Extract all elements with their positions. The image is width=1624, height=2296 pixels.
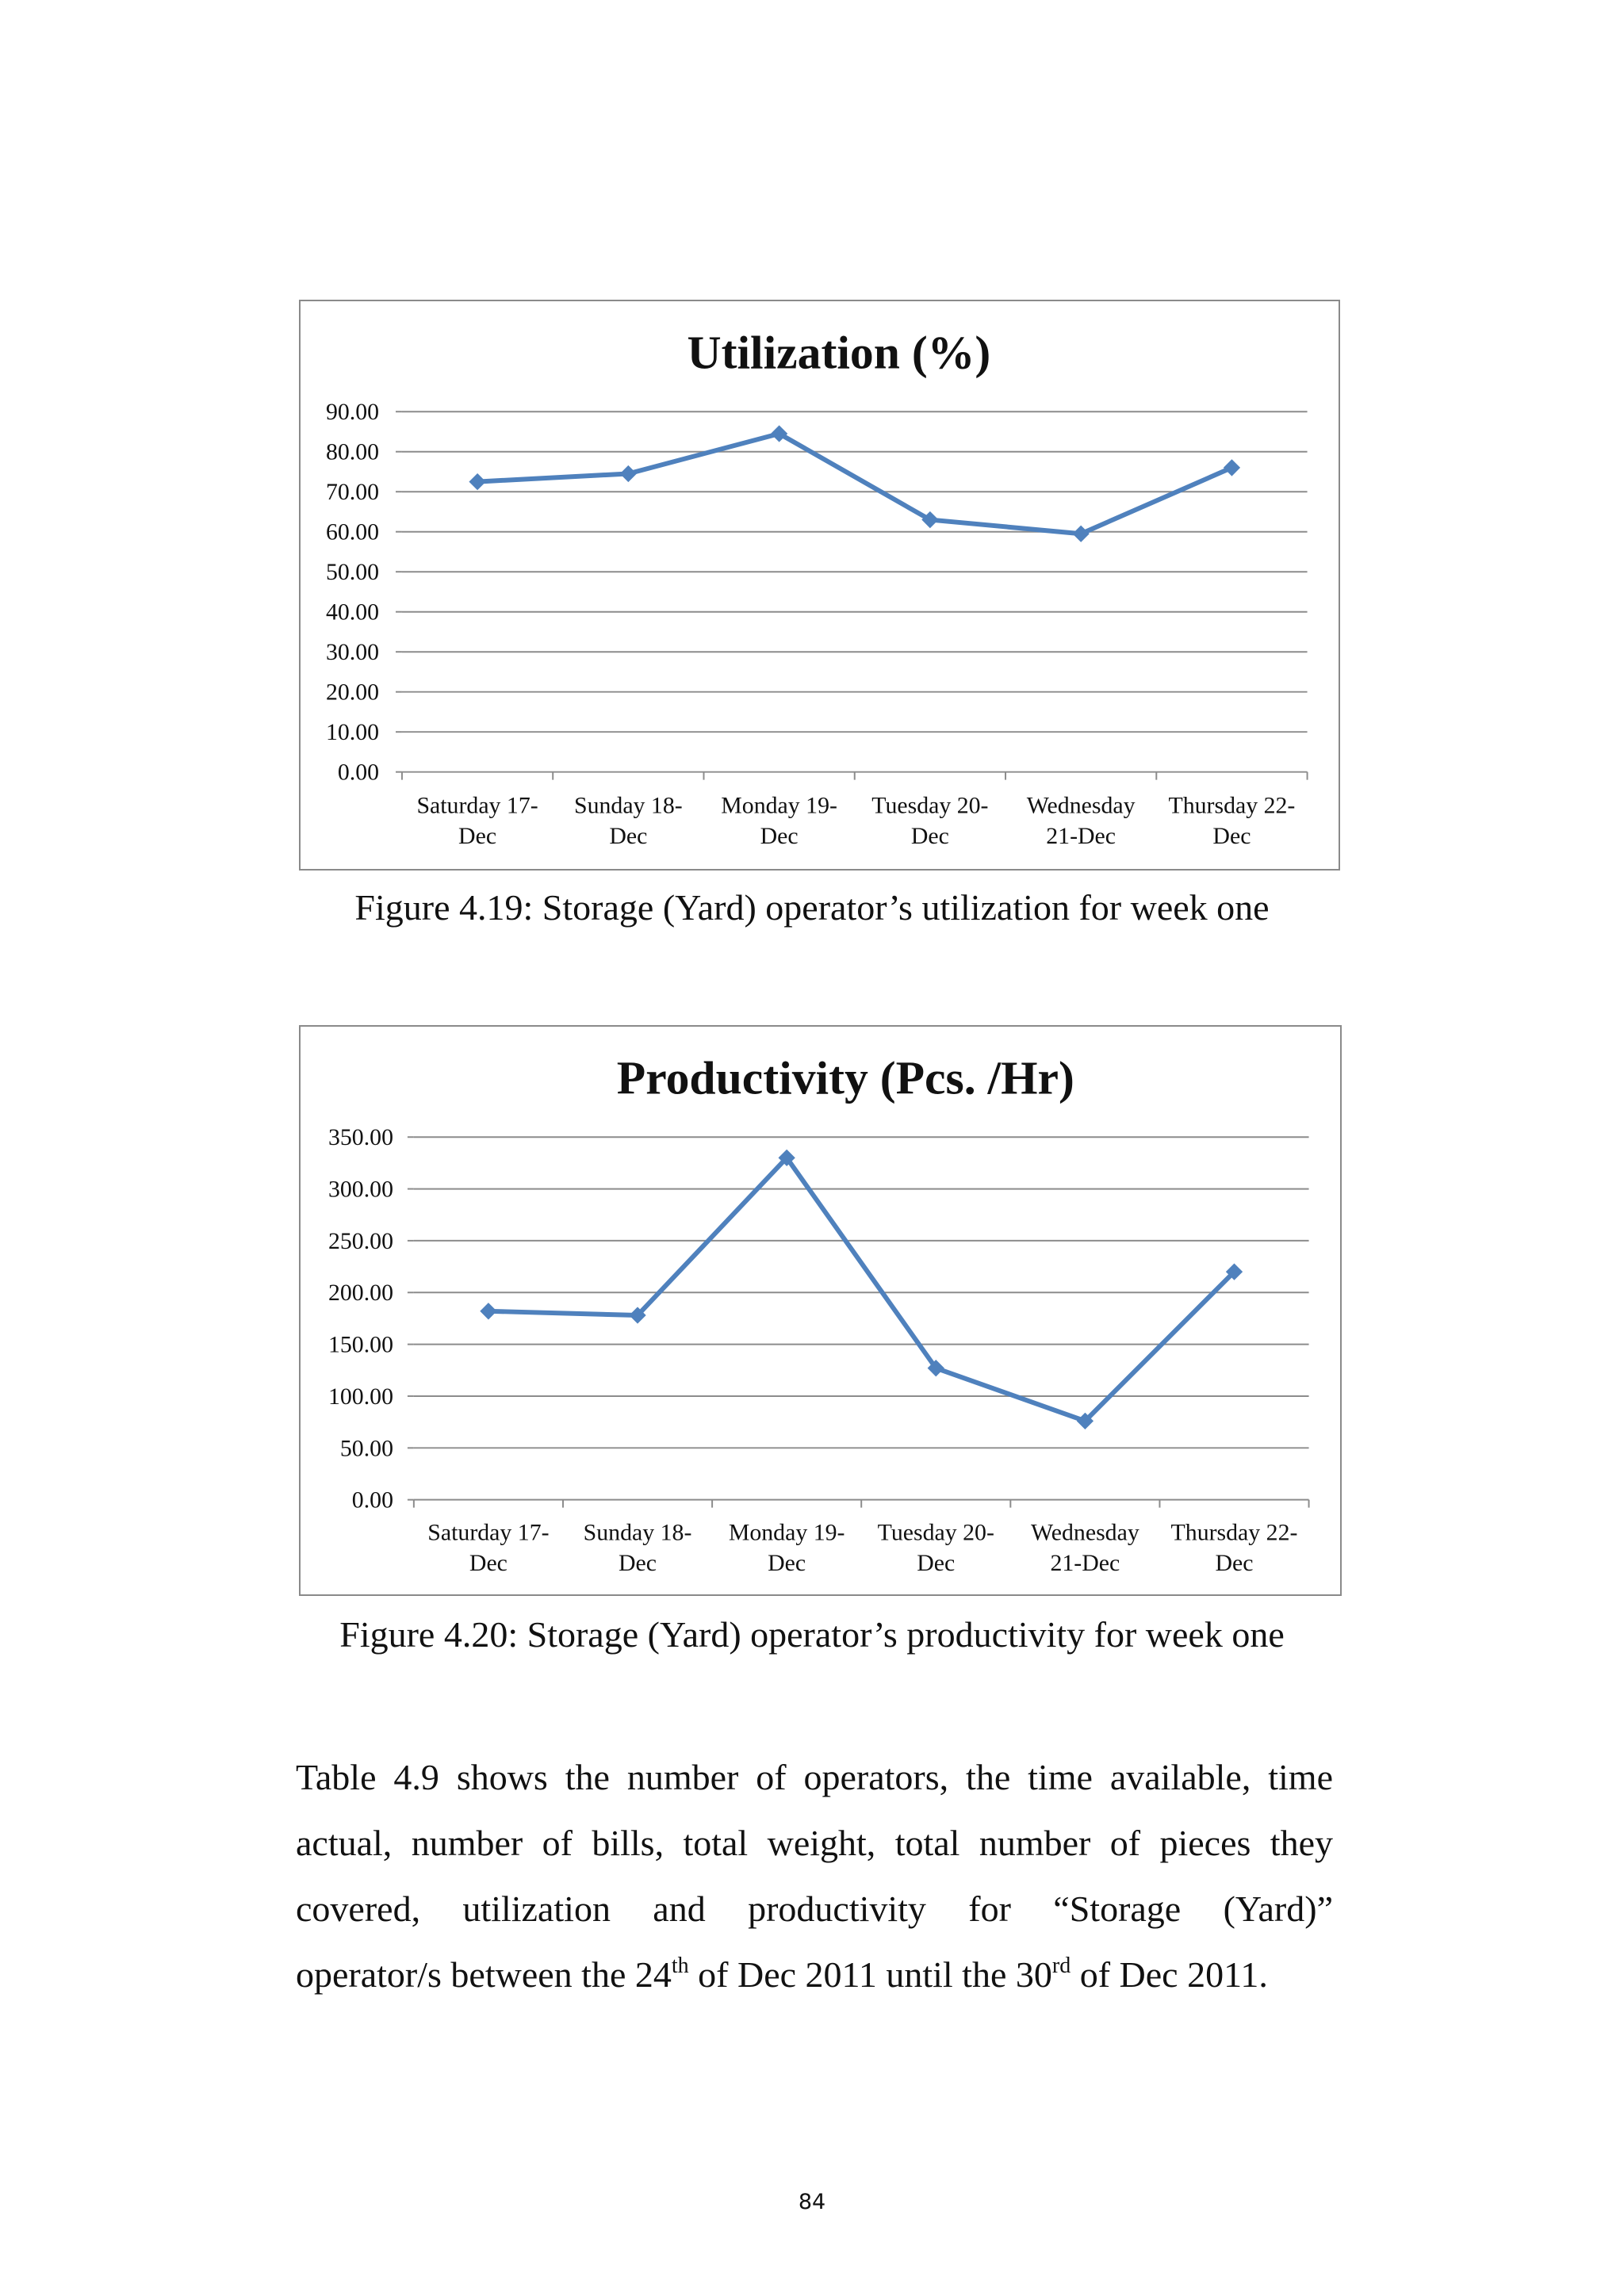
utilization-data-point: [1224, 460, 1239, 476]
utilization-series-line: [477, 434, 1231, 534]
productivity-x-tick-label: Sunday 18-: [583, 1519, 692, 1546]
utilization-x-tick-label: Sunday 18-: [573, 792, 683, 819]
productivity-x-tick-label: Wednesday: [1031, 1519, 1139, 1546]
utilization-x-tick-label: Dec: [910, 823, 949, 850]
productivity-y-tick-label: 300.00: [327, 1176, 394, 1203]
productivity-y-tick-label: 150.00: [327, 1331, 394, 1358]
paragraph-text: operator/s between the 24: [296, 1954, 672, 1995]
utilization-x-tick-label: Dec: [760, 823, 799, 850]
utilization-y-tick-label: 0.00: [337, 759, 380, 786]
utilization-data-point: [1073, 526, 1089, 541]
paragraph-line: covered, utilization and productivity for “Storage (Yard)”: [296, 1888, 1333, 1929]
productivity-y-tick-label: 50.00: [339, 1435, 394, 1462]
utilization-y-tick-label: 60.00: [325, 519, 380, 545]
body-paragraph: [296, 1744, 1333, 2007]
paragraph-text: of Dec 2011 until the 30: [688, 1954, 1052, 1995]
utilization-x-tick-label: 21-Dec: [1046, 823, 1116, 850]
utilization-x-tick-label: Saturday 17-: [416, 792, 538, 819]
paragraph-line: actual, number of bills, total weight, total number of pieces they: [296, 1823, 1333, 1863]
utilization-x-tick-label: Dec: [458, 823, 497, 850]
productivity-data-point: [481, 1303, 496, 1319]
utilization-data-point: [469, 474, 485, 490]
utilization-chart-svg: [301, 301, 1339, 869]
productivity-x-tick-label: Dec: [619, 1550, 657, 1577]
productivity-x-tick-label: Saturday 17-: [427, 1519, 550, 1546]
productivity-series-line: [488, 1158, 1235, 1421]
figure-4-19-caption: Figure 4.19: Storage (Yard) operator’s utilization for week one: [354, 887, 1270, 928]
utilization-y-tick-label: 10.00: [325, 719, 380, 746]
utilization-x-tick-label: Thursday 22-: [1168, 792, 1296, 819]
utilization-y-tick-label: 20.00: [325, 679, 380, 706]
utilization-y-tick-label: 90.00: [325, 399, 380, 426]
paragraph-line-last: [296, 1942, 1333, 2007]
productivity-x-tick-label: Thursday 22-: [1170, 1519, 1298, 1546]
productivity-title: Productivity (Pcs. /Hr): [616, 1051, 1074, 1104]
page-number: 84: [798, 2190, 826, 2214]
utilization-x-tick-label: Dec: [1212, 823, 1251, 850]
utilization-x-tick-label: Tuesday 20-: [871, 792, 989, 819]
productivity-y-tick-label: 350.00: [327, 1124, 394, 1151]
productivity-x-tick-label: Dec: [1215, 1550, 1254, 1577]
utilization-chart: [299, 300, 1340, 871]
productivity-x-tick-label: Tuesday 20-: [877, 1519, 994, 1546]
utilization-title: Utilization (%): [687, 326, 991, 379]
productivity-y-tick-label: 250.00: [327, 1227, 394, 1254]
utilization-y-tick-label: 80.00: [325, 438, 380, 465]
utilization-y-tick-label: 40.00: [325, 599, 380, 626]
utilization-x-tick-label: Dec: [609, 823, 648, 850]
productivity-y-tick-label: 200.00: [327, 1280, 394, 1307]
utilization-data-point: [620, 466, 636, 482]
utilization-y-tick-label: 50.00: [325, 559, 380, 586]
productivity-chart-svg: [301, 1027, 1340, 1594]
paragraph-text: of Dec 2011.: [1071, 1954, 1268, 1995]
productivity-x-tick-label: Monday 19-: [728, 1519, 845, 1546]
utilization-y-tick-label: 30.00: [325, 639, 380, 666]
productivity-x-tick-label: 21-Dec: [1050, 1550, 1120, 1577]
productivity-y-tick-label: 100.00: [327, 1383, 394, 1410]
productivity-x-tick-label: Dec: [768, 1550, 806, 1577]
figure-4-20-caption: Figure 4.20: Storage (Yard) operator’s productivity for week one: [339, 1614, 1285, 1655]
utilization-x-tick-label: Wednesday: [1026, 792, 1136, 819]
superscript-th: th: [671, 1954, 689, 1978]
superscript-rd: rd: [1051, 1954, 1071, 1978]
productivity-x-tick-label: Dec: [469, 1550, 508, 1577]
utilization-y-tick-label: 70.00: [325, 479, 380, 506]
productivity-y-tick-label: 0.00: [351, 1487, 394, 1513]
utilization-x-tick-label: Monday 19-: [721, 792, 837, 819]
productivity-chart: [299, 1025, 1342, 1596]
productivity-x-tick-label: Dec: [917, 1550, 956, 1577]
paragraph-line: Table 4.9 shows the number of operators, the time available, time: [296, 1757, 1333, 1797]
